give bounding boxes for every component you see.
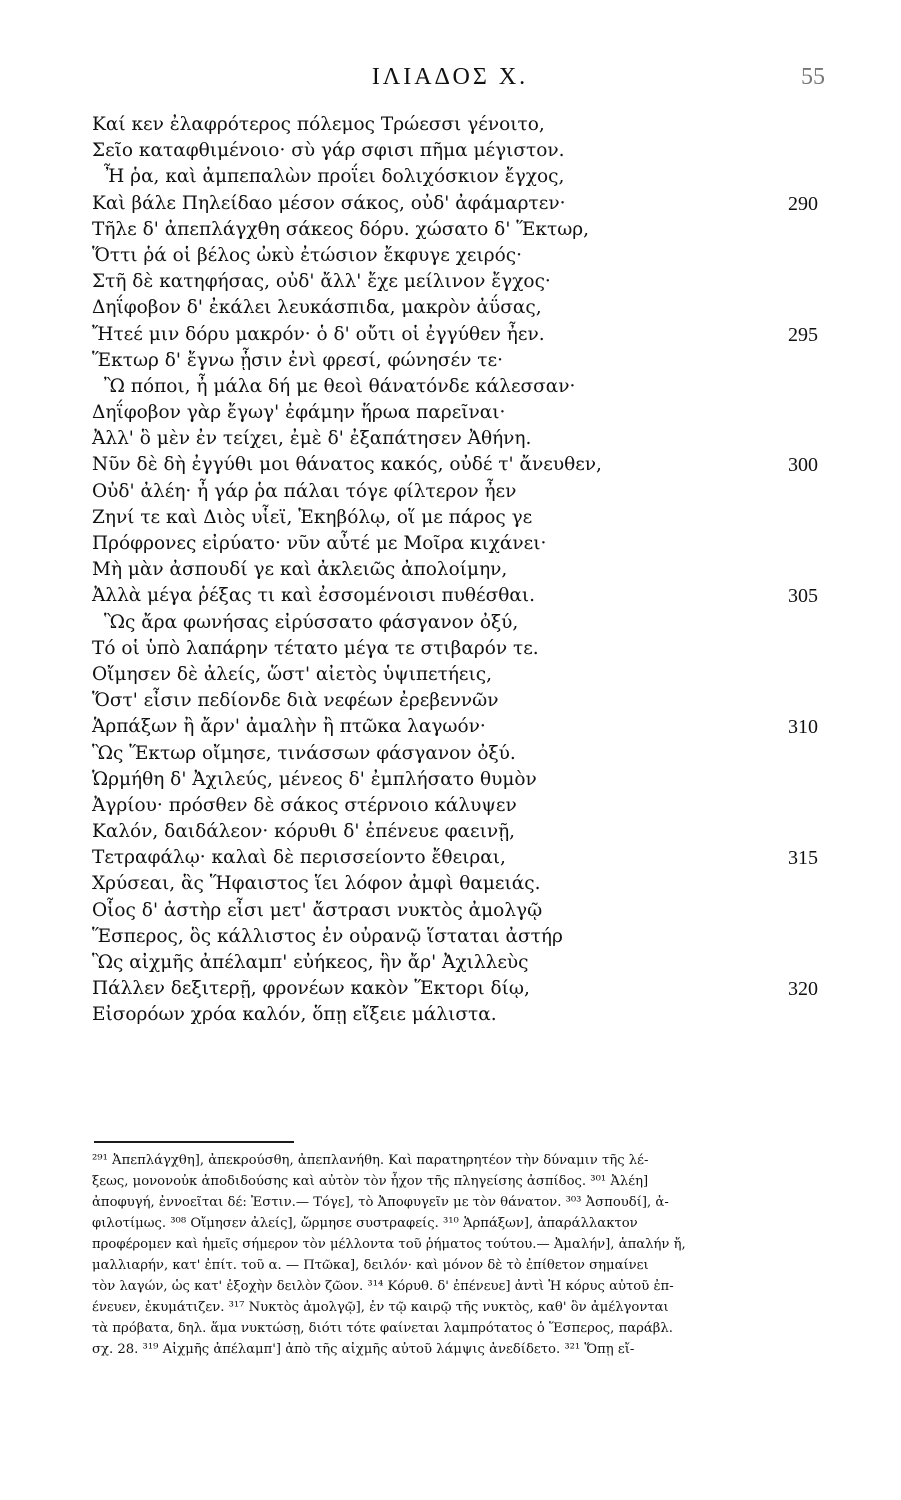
verse-text: Εἰσορόων χρόα καλόν, ὅπῃ εἴξειε μάλιστα.: [92, 1004, 497, 1026]
line-number: 315: [788, 847, 818, 870]
verse-line: [0, 269, 901, 295]
verse-text: Τετραφάλῳ· καλαὶ δὲ περισσείοντο ἔθειραι,: [92, 847, 506, 869]
running-title: ΙΛΙΑΔΟΣ Χ.: [371, 64, 529, 90]
verse-line: [0, 348, 901, 374]
line-number: 295: [788, 323, 818, 346]
verse-line: [0, 1002, 901, 1028]
verse-text: Οὐδ' ἀλέη· ἦ γάρ ῥα πάλαι τόγε φίλτερον ἦεν: [92, 480, 517, 502]
verse-text: Καὶ βάλε Πηλείδαο μέσον σάκος, οὐδ' ἀφάμαρτεν·: [92, 192, 566, 214]
footnote-line: προφέρομεν καὶ ἡμεῖς σήμερον τὸν μέλλοντα τοῦ ῥήματος τούτου.— Ἀμαλήν], ἁπαλήν ἤ,: [92, 1237, 686, 1252]
verse-text: Ἀγρίου· πρόσθεν δὲ σάκος στέρνοιο κάλυψεν: [92, 794, 517, 816]
verse-text: Ὣς ἄρα φωνήσας εἰρύσσατο φάσγανον ὀξύ,: [104, 611, 519, 633]
page-number: 55: [801, 64, 825, 90]
verse-line: [0, 662, 901, 688]
verse-text: Ζηνί τε καὶ Διὸς υἷεϊ, Ἑκηβόλῳ, οἵ με πάρος γε: [92, 506, 533, 528]
verse-text: Καί κεν ἐλαφρότερος πόλεμος Τρώεσσι γένοιτο,: [92, 114, 545, 135]
line-number: 310: [788, 716, 818, 739]
verse-text: Ἦ ῥα, καὶ ἀμπεπαλὼν προΐει δολιχόσκιον ἔγχος,: [104, 166, 565, 188]
verse-line: [0, 295, 901, 321]
line-number: 290: [788, 192, 818, 215]
footnotes: [92, 1150, 818, 1360]
verse-text: Ἕσπερος, ὃς κάλλιστος ἐν οὐρανῷ ἵσταται ἀστήρ: [92, 925, 563, 947]
verse-text: Νῦν δὲ δὴ ἐγγύθι μοι θάνατος κακός, οὐδέ τ' ἄνευθεν,: [92, 454, 602, 476]
footnote-rule: [94, 1141, 294, 1143]
verse-line: [0, 741, 901, 767]
verse-line: [0, 610, 901, 636]
verse-text: Χρύσεαι, ἃς Ἥφαιστος ἵει λόφον ἀμφὶ θαμειάς.: [92, 873, 541, 895]
verse-text: Ὅστ' εἶσιν πεδίονδε διὰ νεφέων ἐρεβεννῶν: [92, 690, 499, 712]
verse-line: [0, 243, 901, 269]
verse-text: Ὣς Ἕκτωρ οἴμησε, τινάσσων φάσγανον ὀξύ.: [92, 742, 516, 764]
verse-text: Ἤτεέ μιν δόρυ μακρόν· ὁ δ' οὔτι οἱ ἐγγύθεν ἦεν.: [92, 323, 545, 345]
verse-line: [0, 976, 901, 1002]
verse-line: [0, 191, 901, 217]
verse-line: [0, 871, 901, 897]
verse-text: Ὣς αἰχμῆς ἀπέλαμπ' εὐήκεος, ἣν ἄρ' Ἀχιλλεὺς: [92, 952, 529, 973]
verse-line: [0, 557, 901, 583]
verse-text: Καλόν, δαιδάλεον· κόρυθι δ' ἐπένευε φαεινῇ,: [92, 821, 516, 843]
verse-line: [0, 138, 901, 164]
verse-text: Ὡρμήθη δ' Ἀχιλεύς, μένεος δ' ἐμπλήσατο θυμὸν: [92, 768, 537, 790]
verse-line: [0, 793, 901, 819]
verse-line: [0, 426, 901, 452]
footnote-line: τὸν λαγών, ὡς κατ' ἐξοχὴν δειλὸν ζῶον. ³¹⁴ Κόρυθ. δ' ἐπένευε] ἀντὶ Ἡ κόρυς αὐτοῦ ἐπ-: [92, 1279, 674, 1294]
footnote-line: τὰ πρόβατα, δηλ. ἅμα νυκτώσῃ, διότι τότε φαίνεται λαμπρότατος ὁ Ἕσπερος, παράβλ.: [92, 1321, 673, 1336]
footnote-line: ένευεν, ἐκυμάτιζεν. ³¹⁷ Νυκτὸς ἀμολγῷ], ἐν τῷ καιρῷ τῆς νυκτὸς, καθ' ὃν ἀμέλγονται: [92, 1300, 669, 1315]
verse-line: [0, 505, 901, 531]
page-header: [0, 60, 901, 100]
line-number: 305: [788, 585, 818, 608]
verse-text: Σεῖο καταφθιμένοιο· σὺ γάρ σφισι πῆμα μέγιστον.: [92, 140, 565, 162]
verse-text: Πάλλεν δεξιτερῇ, φρονέων κακὸν Ἕκτορι δίῳ,: [92, 978, 530, 1000]
verse-text: Στῆ δὲ κατηφήσας, οὐδ' ἄλλ' ἔχε μείλινον ἔγχος·: [92, 271, 551, 293]
verse-text: Ὅττι ῥά οἱ βέλος ὠκὺ ἐτώσιον ἔκφυγε χειρός·: [92, 244, 523, 266]
verse-line: [0, 164, 901, 190]
verse-text: Πρόφρονες εἰρύατο· νῦν αὖτέ με Μοῖρα κιχάνει·: [92, 533, 547, 554]
verse-text: Δηΐφοβον δ' ἐκάλει λευκάσπιδα, μακρὸν ἀΰσας,: [92, 297, 542, 319]
verse-text: Μὴ μὰν ἀσπουδί γε καὶ ἀκλειῶς ἀπολοίμην,: [92, 559, 508, 581]
verse-line: [0, 636, 901, 662]
verse-text: Ἁρπάξων ἢ ἄρν' ἀμαλὴν ἢ πτῶκα λαγωόν·: [92, 716, 486, 738]
footnote-line: ἀποφυγή, ἐννοεῖται δέ: Ἐστιν.— Τόγε], τὸ Ἀποφυγεῖν με τὸν θάνατον. ³⁰³ Ἀσπουδί], ἀ-: [92, 1195, 669, 1210]
line-number: 320: [788, 978, 818, 1001]
footnote-line: μαλλιαρήν, κατ' ἐπίτ. τοῦ α. — Πτῶκα], δειλόν· καὶ μόνον δὲ τὸ ἐπίθετον σημαίνει: [92, 1258, 649, 1273]
footnote-line: σχ. 28. ³¹⁹ Αἰχμῆς ἀπέλαμπ'] ἀπὸ τῆς αἰχμῆς αὐτοῦ λάμψις ἀνεδίδετο. ³²¹ Ὅπῃ εἴ-: [92, 1342, 635, 1357]
verse-line: [0, 767, 901, 793]
verse-text: Οἴμησεν δὲ ἀλείς, ὥστ' αἰετὸς ὑψιπετήεις,: [92, 663, 492, 685]
verse-text: Ἕκτωρ δ' ἔγνω ᾗσιν ἐνὶ φρεσί, φώνησέν τε·: [92, 349, 503, 371]
verse-line: [0, 950, 901, 976]
verse-line: [0, 112, 901, 138]
verse-line: [0, 374, 901, 400]
footnote-line: ξεως, μονονοὐκ ἀποδιδούσης καὶ αὐτὸν τὸν ἦχον τῆς πληγείσης ἀσπίδος. ³⁰¹ Ἀλέη]: [92, 1174, 649, 1189]
verse-text: Οἷος δ' ἀστὴρ εἶσι μετ' ἄστρασι νυκτὸς ἀμολγῷ: [92, 899, 543, 921]
verse-text: Ὢ πόποι, ἦ μάλα δή με θεοὶ θάνατόνδε κάλεσσαν·: [104, 375, 576, 397]
footnote-line: φιλοτίμως. ³⁰⁸ Οἴμησεν ἀλείς], ὥρμησε συστραφείς. ³¹⁰ Ἁρπάξων], ἀπαράλλακτον: [92, 1216, 638, 1231]
footnote-line: ²⁹¹ Ἀπεπλάγχθη], ἀπεκρούσθη, ἀπεπλανήθη. Καὶ παρατηρητέον τὴν δύναμιν τῆς λέ-: [92, 1153, 649, 1168]
verse-line: [0, 531, 901, 557]
verse-line: [0, 479, 901, 505]
verse-text: Ἀλλὰ μέγα ῥέξας τι καὶ ἐσσομένοισι πυθέσθαι.: [92, 585, 536, 607]
verse-line: [0, 452, 901, 478]
verse-text: Ἀλλ' ὃ μὲν ἐν τείχει, ἐμὲ δ' ἐξαπάτησεν Ἀθήνη.: [92, 428, 532, 450]
verse-text: Δηΐφοβον γὰρ ἔγωγ' ἐφάμην ἥρωα παρεῖναι·: [92, 402, 506, 424]
verse-line: [0, 819, 901, 845]
line-number: 300: [788, 454, 818, 477]
verse-line: [0, 400, 901, 426]
poem-text: [0, 112, 901, 1029]
verse-line: [0, 583, 901, 609]
verse-line: [0, 714, 901, 740]
verse-line: [0, 845, 901, 871]
verse-text: Τῆλε δ' ἀπεπλάγχθη σάκεος δόρυ. χώσατο δ' Ἕκτωρ,: [92, 218, 590, 240]
verse-text: Τό οἱ ὑπὸ λαπάρην τέτατο μέγα τε στιβαρόν τε.: [92, 637, 539, 659]
verse-line: [0, 924, 901, 950]
verse-line: [0, 688, 901, 714]
verse-line: [0, 322, 901, 348]
verse-line: [0, 898, 901, 924]
verse-line: [0, 217, 901, 243]
